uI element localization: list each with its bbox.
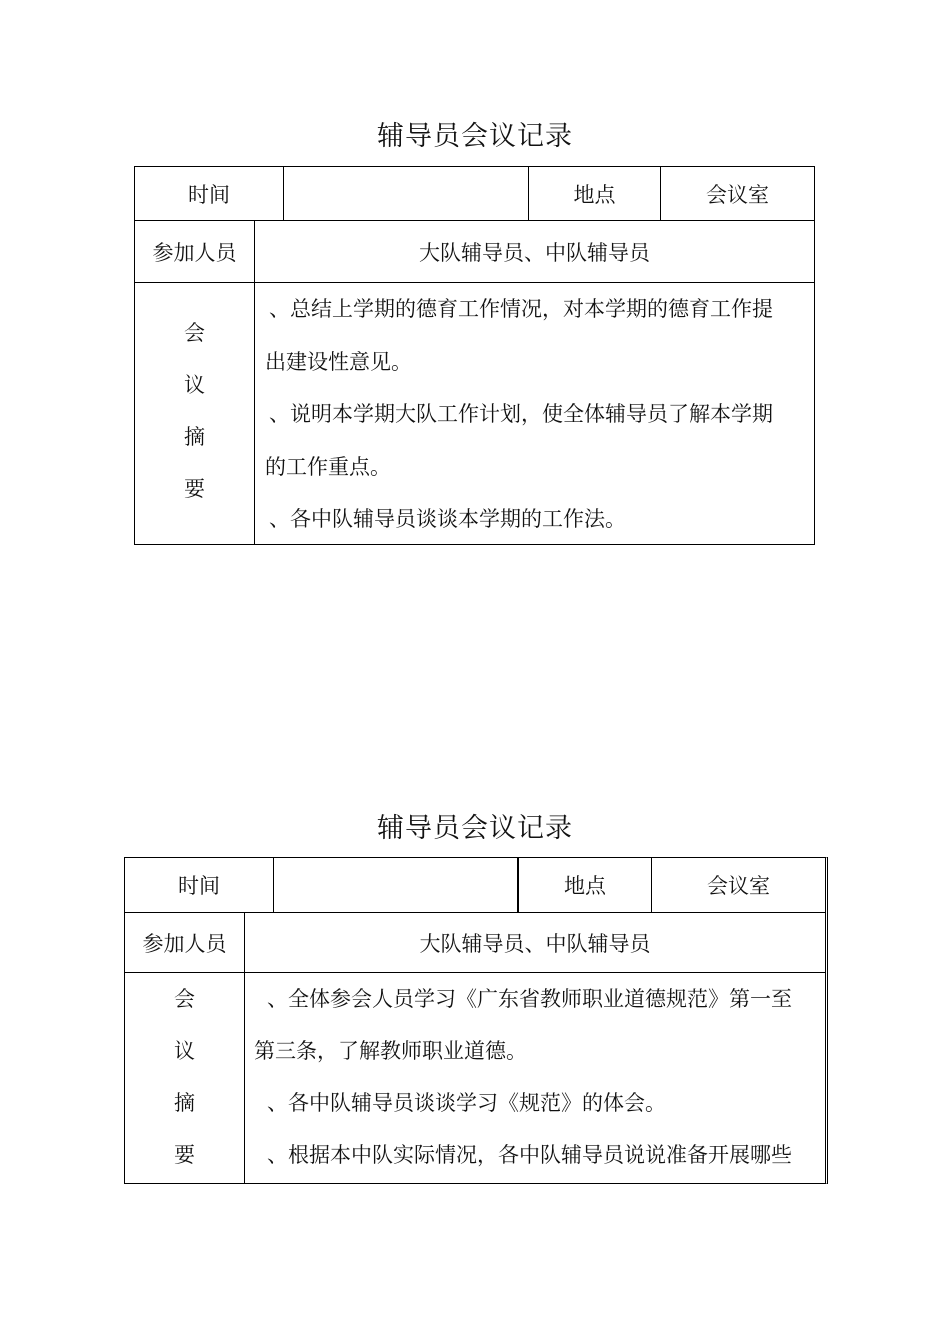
summary-label xyxy=(135,282,254,544)
record-title: 辅导员会议记录 xyxy=(377,813,573,844)
summary-label-char: 摘 xyxy=(174,1091,195,1115)
meeting-record-table xyxy=(134,166,815,545)
summary-label-char: 会 xyxy=(184,321,205,345)
place-value: 会议室 xyxy=(651,858,825,912)
summary-content xyxy=(254,282,814,544)
place-label: 地点 xyxy=(528,167,660,220)
summary-label xyxy=(125,972,244,1183)
record-title: 辅导员会议记录 xyxy=(377,121,573,152)
summary-line: 的工作重点。 xyxy=(265,454,391,479)
time-value xyxy=(273,858,517,912)
summary-line: 出建设性意见。 xyxy=(265,349,412,374)
summary-label-char: 会 xyxy=(174,987,195,1011)
summary-line: 第三条，了解教师职业道德。 xyxy=(254,1039,527,1063)
summary-content xyxy=(244,972,825,1183)
place-label: 地点 xyxy=(517,858,651,912)
place-value: 会议室 xyxy=(660,167,814,220)
time-label: 时间 xyxy=(178,874,220,898)
summary-label-char: 要 xyxy=(184,477,205,501)
summary-line: 、根据本中队实际情况，各中队辅导员说说准备开展哪些 xyxy=(267,1143,792,1167)
summary-label-char: 议 xyxy=(184,373,205,397)
summary-label-char: 摘 xyxy=(184,425,205,449)
participants-label: 参加人员 xyxy=(135,220,254,282)
meeting-record-table xyxy=(124,857,828,1184)
summary-line: 、各中队辅导员谈谈学习《规范》的体会。 xyxy=(267,1091,666,1115)
summary-label-char: 议 xyxy=(174,1039,195,1063)
participants-label: 参加人员 xyxy=(125,912,244,972)
summary-line: 、全体参会人员学习《广东省教师职业道德规范》第一至 xyxy=(267,987,792,1011)
time-value xyxy=(283,167,528,220)
participants-value: 大队辅导员、中队辅导员 xyxy=(254,220,814,282)
summary-label-char: 要 xyxy=(174,1143,195,1167)
summary-line: 、各中队辅导员谈谈本学期的工作法。 xyxy=(269,507,626,531)
time-label: 时间 xyxy=(188,182,230,207)
summary-line: 、说明本学期大队工作计划，使全体辅导员了解本学期 xyxy=(269,402,773,426)
participants-value: 大队辅导员、中队辅导员 xyxy=(244,912,825,972)
summary-line: 、总结上学期的德育工作情况，对本学期的德育工作提 xyxy=(269,297,773,321)
